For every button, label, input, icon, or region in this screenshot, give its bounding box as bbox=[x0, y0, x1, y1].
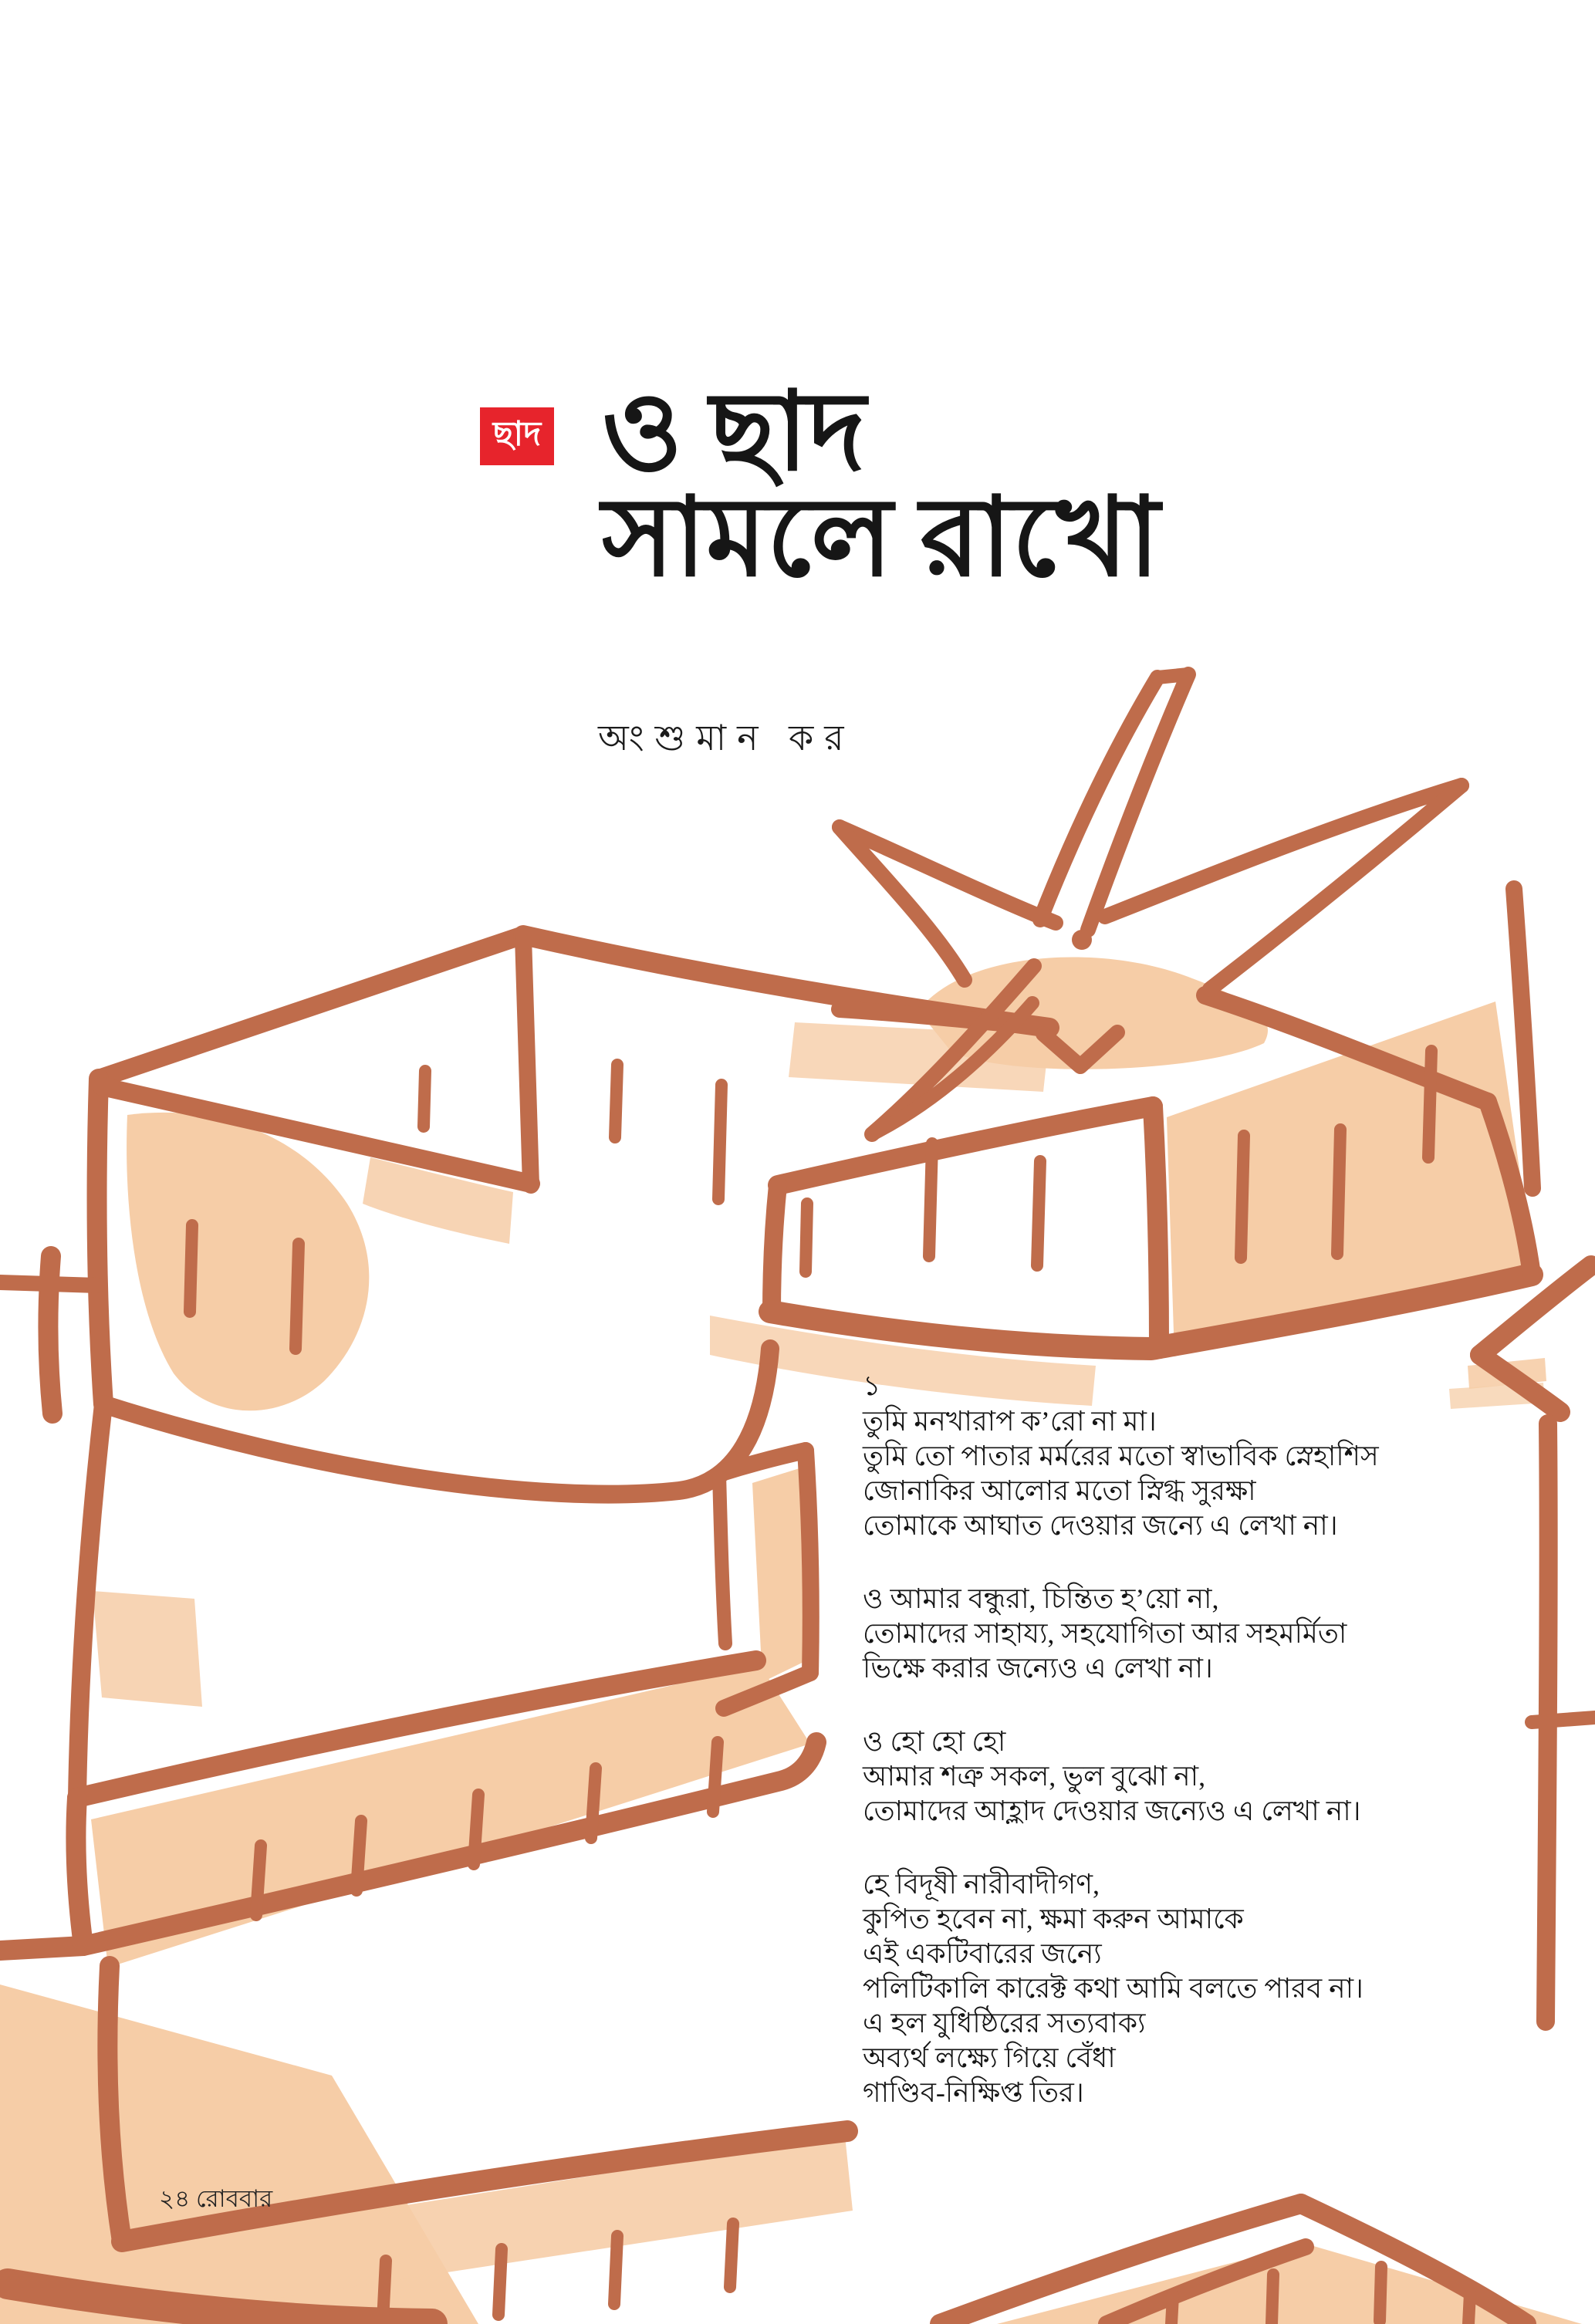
poem-stanza bbox=[863, 1404, 1379, 1543]
category-badge bbox=[480, 407, 554, 465]
poem-line: ও হো হো হো bbox=[863, 1726, 1006, 1757]
poem-line: পলিটিকালি কারেক্ট কথা আমি বলতে পারব না। bbox=[863, 1973, 1364, 2004]
poem-line: তোমাদের সাহায্য, সহযোগিতা আর সহমর্মিতা bbox=[863, 1618, 1347, 1649]
poem-line: এই একটিবারের জন্যে bbox=[863, 1938, 1102, 1969]
title-line-1: ও ছাদ bbox=[602, 371, 866, 493]
page-number: ২৪ রোববার bbox=[159, 2185, 273, 2212]
page-title bbox=[602, 371, 1160, 599]
poem-line: জোনাকির আলোর মতো স্নিগ্ধ সুরক্ষা bbox=[863, 1475, 1256, 1506]
poem-stanza bbox=[863, 1867, 1379, 2110]
title-line-2: সামলে রাখো bbox=[602, 477, 1160, 599]
poem-line: অব্যর্থ লক্ষ্যে গিয়ে বেঁধা bbox=[863, 2042, 1116, 2073]
poem-line: ভিক্ষে করার জন্যেও এ লেখা না। bbox=[863, 1653, 1213, 1684]
poem-line: তুমি মনখারাপ ক’রো না মা। bbox=[863, 1406, 1157, 1437]
poem-line: তুমি তো পাতার মর্মরের মতো স্বাভাবিক স্নেহাশিস bbox=[863, 1441, 1379, 1471]
poem-line: এ হল যুধিষ্ঠিরের সত্যবাক্য bbox=[863, 2008, 1146, 2039]
poem-stanza bbox=[863, 1582, 1379, 1686]
poem-stanza bbox=[863, 1724, 1379, 1829]
poem-body bbox=[863, 1367, 1379, 2110]
poem-line: ও আমার বন্ধুরা, চিন্তিত হ’য়ো না, bbox=[863, 1583, 1219, 1614]
poem-line: তোমাদের আহ্লাদ দেওয়ার জন্যেও এ লেখা না। bbox=[863, 1795, 1361, 1826]
poem-line: কুপিত হবেন না, ক্ষমা করুন আমাকে bbox=[863, 1903, 1244, 1934]
category-badge-label: ছাদ bbox=[492, 415, 542, 453]
poem-line: আমার শত্রু সকল, ভুল বুঝো না, bbox=[863, 1761, 1206, 1792]
poem-section-number: ১ bbox=[863, 1370, 881, 1401]
poem-line: তোমাকে আঘাত দেওয়ার জন্যে এ লেখা না। bbox=[863, 1510, 1338, 1541]
poem-line: গাণ্ডিব-নিক্ষিপ্ত তির। bbox=[863, 2077, 1084, 2108]
poem-line: হে বিদূষী নারীবাদীগণ, bbox=[863, 1869, 1100, 1900]
author-byline: অংশুমান কর bbox=[598, 718, 855, 758]
